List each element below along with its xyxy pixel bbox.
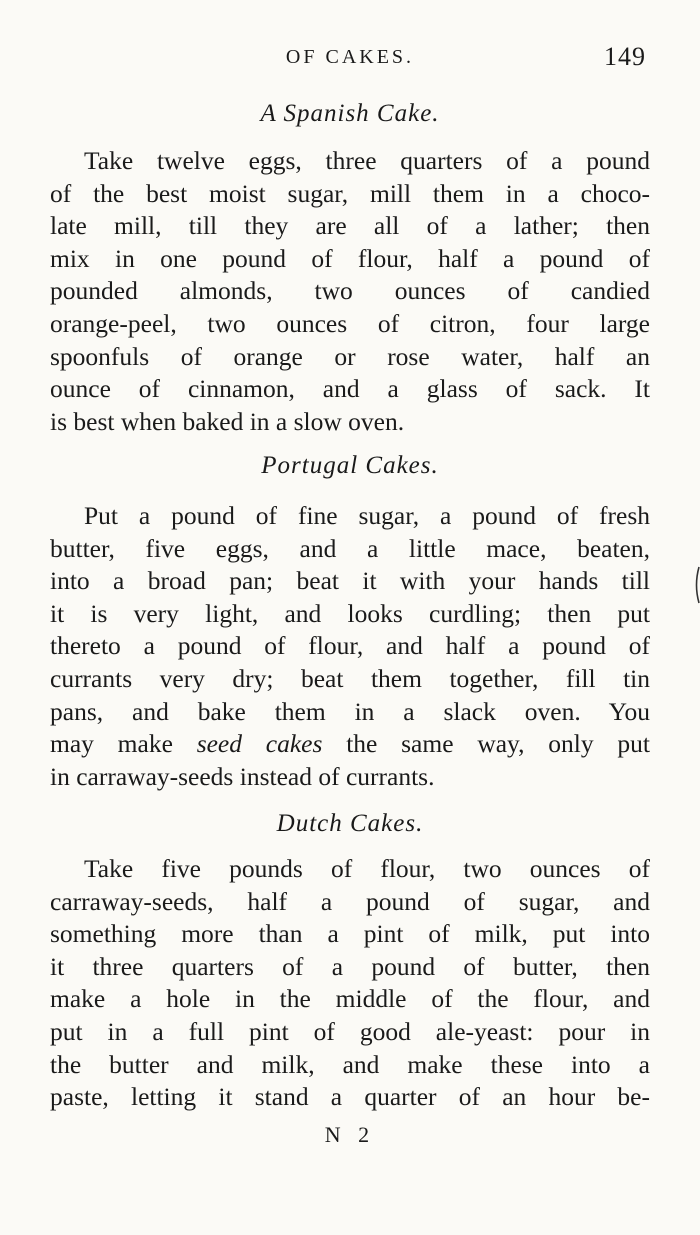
text-line: make a hole in the middle of the flour, and [50,984,650,1014]
text-line: Put a pound of fine sugar, a pound of fresh [84,501,650,530]
text-line: orange-peel, two ounces of citron, four large [50,308,650,338]
text-line: is best when baked in a slow oven. [50,406,405,436]
signature-mark: N 2 [324,1122,376,1147]
text-line: it three quarters of a pound of butter, then [50,951,650,981]
recipe-body-dutch-cakes [50,853,650,1114]
recipe-heading-dutch-cakes: Dutch Cakes. [276,810,424,837]
text-line: it is very light, and looks curdling; then put [50,598,650,628]
italic-phrase: seed cakes [196,729,323,759]
text-line: ounce of cinnamon, and a glass of sack. It [50,374,650,404]
text-line: currants very dry; beat them together, fill tin [50,663,650,693]
running-head: OF CAKES. [285,46,415,68]
text-line: of the best moist sugar, mill them in a choco- [50,178,650,208]
page-number: 149 [604,42,646,71]
recipe-body-portugal-cakes [50,500,650,793]
text-line: put in a full pint of good ale-yeast: pour in [50,1016,650,1046]
margin-mark-icon [694,565,700,605]
text-line: into a broad pan; beat it with your hands till [50,566,650,596]
text-line: pounded almonds, two ounces of candied [50,276,650,306]
text-line: paste, letting it stand a quarter of an hour be- [50,1082,650,1112]
recipe-heading-portugal-cakes: Portugal Cakes. [261,452,439,479]
text-line: carraway-seeds, half a pound of sugar, and [50,886,650,916]
recipe-body-spanish-cake [50,145,650,438]
text-line: Take five pounds of flour, two ounces of [84,854,650,883]
text-line: spoonfuls of orange or rose water, half an [50,341,650,371]
text-line: something more than a pint of milk, put into [50,919,650,949]
text-line: in carraway-seeds instead of currants. [50,761,435,791]
text-line: butter, five eggs, and a little mace, beaten, [50,533,650,563]
text-line: Take twelve eggs, three quarters of a pound [84,146,650,175]
page-header [50,42,650,82]
recipe-heading-spanish-cake: A Spanish Cake. [260,100,440,127]
text-line: thereto a pound of flour, and half a pound of [50,631,650,661]
text-line: may make seed cakes the same way, only put [50,729,650,759]
text-line: mix in one pound of flour, half a pound of [50,243,650,273]
text-line: pans, and bake them in a slack oven. You [50,696,650,726]
text-line: the butter and milk, and make these into a [50,1049,650,1079]
text-line: late mill, till they are all of a lather; then [50,211,650,241]
